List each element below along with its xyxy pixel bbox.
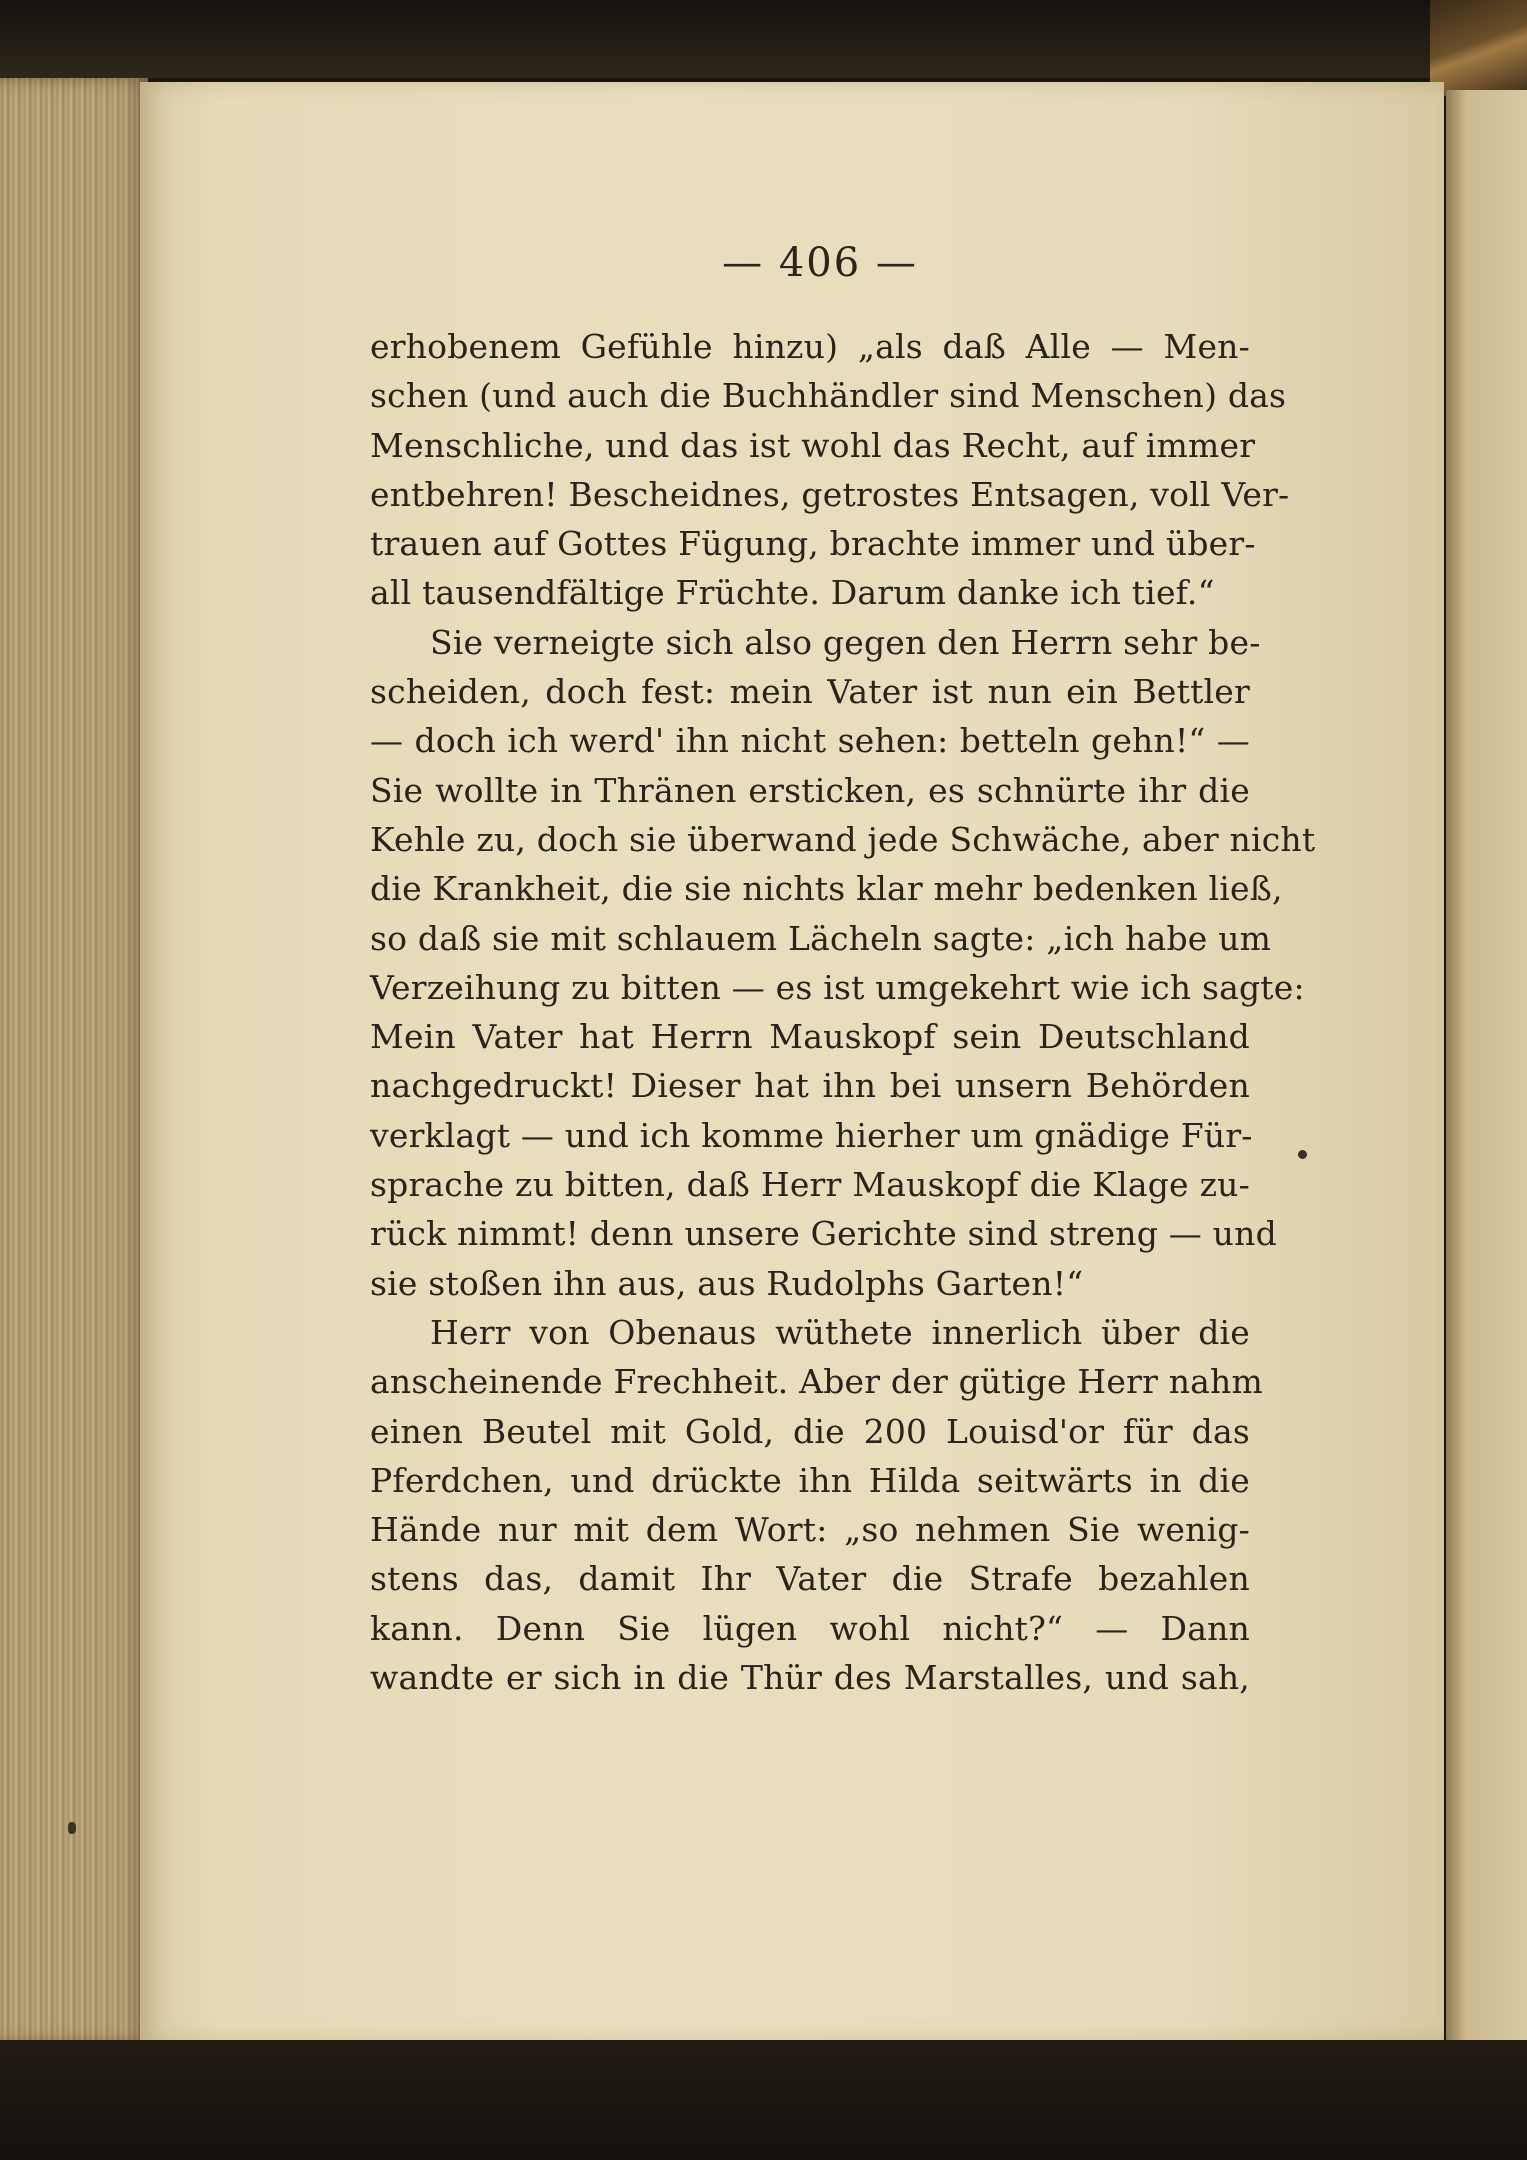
adjacent-page-edge (1446, 90, 1527, 2040)
text-line: Sie wollte in Thränen ersticken, es schnürte ihr die (370, 770, 1250, 810)
text-line: Hände nur mit dem Wort: „so nehmen Sie wenig- (370, 1510, 1250, 1550)
text-line: entbehren! Bescheidnes, getrostes Entsagen, voll Ver- (370, 474, 1290, 514)
text-line: Kehle zu, doch sie überwand jede Schwäche, aber nicht (370, 819, 1316, 859)
text-line: so daß sie mit schlauem Lächeln sagte: „ich habe um (370, 918, 1272, 958)
ink-speck (1298, 1150, 1307, 1159)
ink-speck (68, 1822, 76, 1834)
page-text (370, 322, 1316, 1702)
text-line: erhobenem Gefühle hinzu) „als daß Alle — Men- (370, 327, 1250, 366)
text-line: — doch ich werd' ihn nicht sehen: betteln gehn!“ — (370, 721, 1250, 761)
text-line: Pferdchen, und drückte ihn Hilda seitwärts in die (370, 1460, 1250, 1500)
text-line: Verzeihung zu bitten — es ist umgekehrt wie ich sagte: (370, 967, 1305, 1007)
text-line: kann. Denn Sie lügen wohl nicht?“ — Dann (370, 1608, 1250, 1648)
scan-background-top (0, 0, 1527, 78)
text-line: Mein Vater hat Herrn Mauskopf sein Deutschland (370, 1017, 1250, 1057)
text-line: wandte er sich in die Thür des Marstalles, und sah, (370, 1658, 1250, 1698)
text-line: anscheinende Frechheit. Aber der gütige Herr nahm (370, 1362, 1264, 1402)
text-line: schen (und auch die Buchhändler sind Menschen) das (370, 376, 1287, 416)
text-line: rück nimmt! denn unsere Gerichte sind streng — und (370, 1214, 1277, 1254)
text-line: Menschliche, und das ist wohl das Recht, auf immer (370, 425, 1256, 465)
binding-strap (1430, 0, 1527, 96)
text-line: scheiden, doch fest: mein Vater ist nun ein Bettler (370, 672, 1250, 712)
text-line: Herr von Obenaus wüthete innerlich über die (430, 1312, 1250, 1352)
text-line: einen Beutel mit Gold, die 200 Louisd'or für das (370, 1411, 1250, 1451)
text-line: die Krankheit, die sie nichts klar mehr bedenken ließ, (370, 869, 1283, 909)
text-line: trauen auf Gottes Fügung, brachte immer und über- (370, 524, 1256, 564)
page-number: — 406 — (722, 240, 918, 286)
text-line: Sie verneigte sich also gegen den Herrn sehr be- (430, 622, 1261, 662)
text-line: sie stoßen ihn aus, aus Rudolphs Garten!“ (370, 1263, 1084, 1303)
scan-background-bottom (0, 2040, 1527, 2160)
text-line: stens das, damit Ihr Vater die Strafe bezahlen (370, 1559, 1250, 1599)
text-line: all tausendfältige Früchte. Darum danke ich tief.“ (370, 573, 1215, 613)
text-line: nachgedruckt! Dieser hat ihn bei unsern Behörden (370, 1066, 1250, 1106)
text-line: verklagt — und ich komme hierher um gnädige Für- (370, 1115, 1253, 1155)
text-line: sprache zu bitten, daß Herr Mauskopf die Klage zu- (370, 1165, 1250, 1205)
book-page-edges (0, 78, 148, 2043)
